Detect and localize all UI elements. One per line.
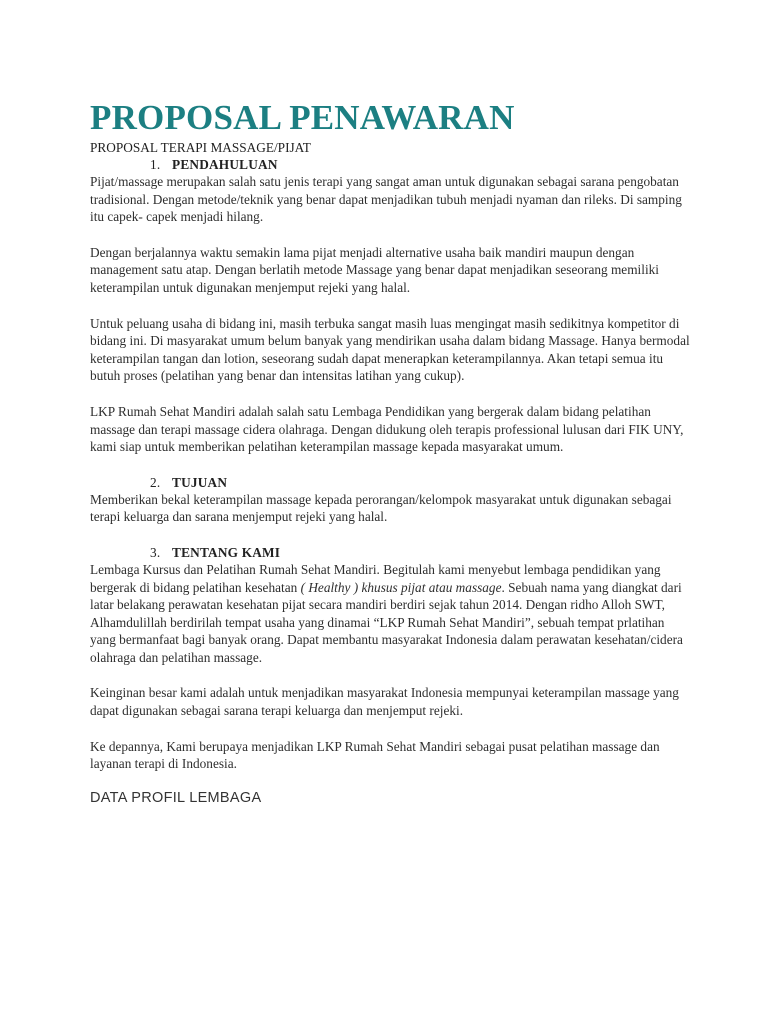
document-title: PROPOSAL PENAWARAN <box>90 98 515 137</box>
document-content <box>90 96 690 807</box>
section-number: 2. <box>150 474 161 490</box>
paragraph: Memberikan bekal keterampilan massage kepada perorangan/kelompok masyarakat untuk digunakan sebagai terapi keluarga dan sarana menjemput rejeki yang halal. <box>90 491 672 525</box>
footer-section-label: DATA PROFIL LEMBAGA <box>90 789 262 806</box>
paragraph: Ke depannya, Kami berupaya menjadikan LKP Rumah Sehat Mandiri sebagai pusat pelatihan massage dan layanan terapi di Indonesia. <box>90 738 660 772</box>
paragraph: Keinginan besar kami adalah untuk menjadikan masyarakat Indonesia mempunyai keterampilan massage yang dapat digunakan sebagai sarana terapi keluarga dan menjemput rejeki. <box>90 685 679 719</box>
section-heading-tentang-kami <box>90 544 690 561</box>
document-subtitle: PROPOSAL TERAPI MASSAGE/PIJAT <box>90 140 311 155</box>
paragraph: Pijat/massage merupakan salah satu jenis terapi yang sangat aman untuk digunakan sebagai sarana pengobatan tradisional. Dengan metode/teknik yang benar dapat menjadikan tubuh menjadi nyaman dan rileks. Di samping itu capek- capek menjadi hilang. <box>90 174 682 225</box>
section-heading-label: PENDAHULUAN <box>172 157 278 172</box>
paragraph-text: . Sebuah nama yang diangkat dari latar belakang perawatan kesehatan pijat secara mandiri berdiri sejak tahun 2014. Dengan ridho Alloh SWT, Alhamdulillah berdirilah tempat usaha yang dinamai “LKP Rumah Sehat Mandiri”, sebuah tempat prlatihan yang bermanfaat bagi banyak orang. Dapat membantu masyarakat Indonesia dalam perawatan kesehatan/cidera olahraga dan pelatihan massage. <box>90 579 683 665</box>
paragraph-text: Lembaga Kursus dan Pelatihan Rumah Sehat Mandiri. Begitulah kami menyebut lembaga pendidikan yang bergerak di bidang pelatihan kesehatan <box>90 561 661 595</box>
section-heading-pendahuluan <box>90 156 690 173</box>
paragraph: Untuk peluang usaha di bidang ini, masih terbuka sangat masih luas mengingat masih sedikitnya kompetitor di bidang ini. Di masyarakat umum belum banyak yang mendirikan usaha dalam bidang Massage. Hanya bermodal keterampilan tangan dan lotion, seseorang sudah dapat menerapkan keterampilannya. Akan tetapi semua itu butuh proses (pelatihan yang benar dan intensitas latihan yang cukup). <box>90 315 690 384</box>
section-heading-label: TUJUAN <box>172 474 228 490</box>
paragraph: LKP Rumah Sehat Mandiri adalah salah satu Lembaga Pendidikan yang bergerak dalam bidang pelatihan massage dan terapi massage cidera olahraga. Dengan didukung oleh terapis professional lulusan dari FIK UNY, kami siap untuk memberikan pelatihan keterampilan massage kepada masyarakat umum. <box>90 403 684 455</box>
section-heading-tujuan <box>90 474 690 491</box>
section-number: 1. <box>150 157 161 172</box>
paragraph: Dengan berjalannya waktu semakin lama pijat menjadi alternative usaha baik mandiri maupun dengan management satu atap. Dengan berlatih metode Massage yang benar dapat menjadikan seseorang memiliki keterampilan untuk digunakan menjemput rejeki yang halal. <box>90 244 659 295</box>
section-heading-label: TENTANG KAMI <box>172 544 281 560</box>
paragraph <box>90 561 690 667</box>
section-number: 3. <box>150 544 161 560</box>
paragraph-emphasis: ( Healthy ) khusus pijat atau massage <box>300 579 502 595</box>
